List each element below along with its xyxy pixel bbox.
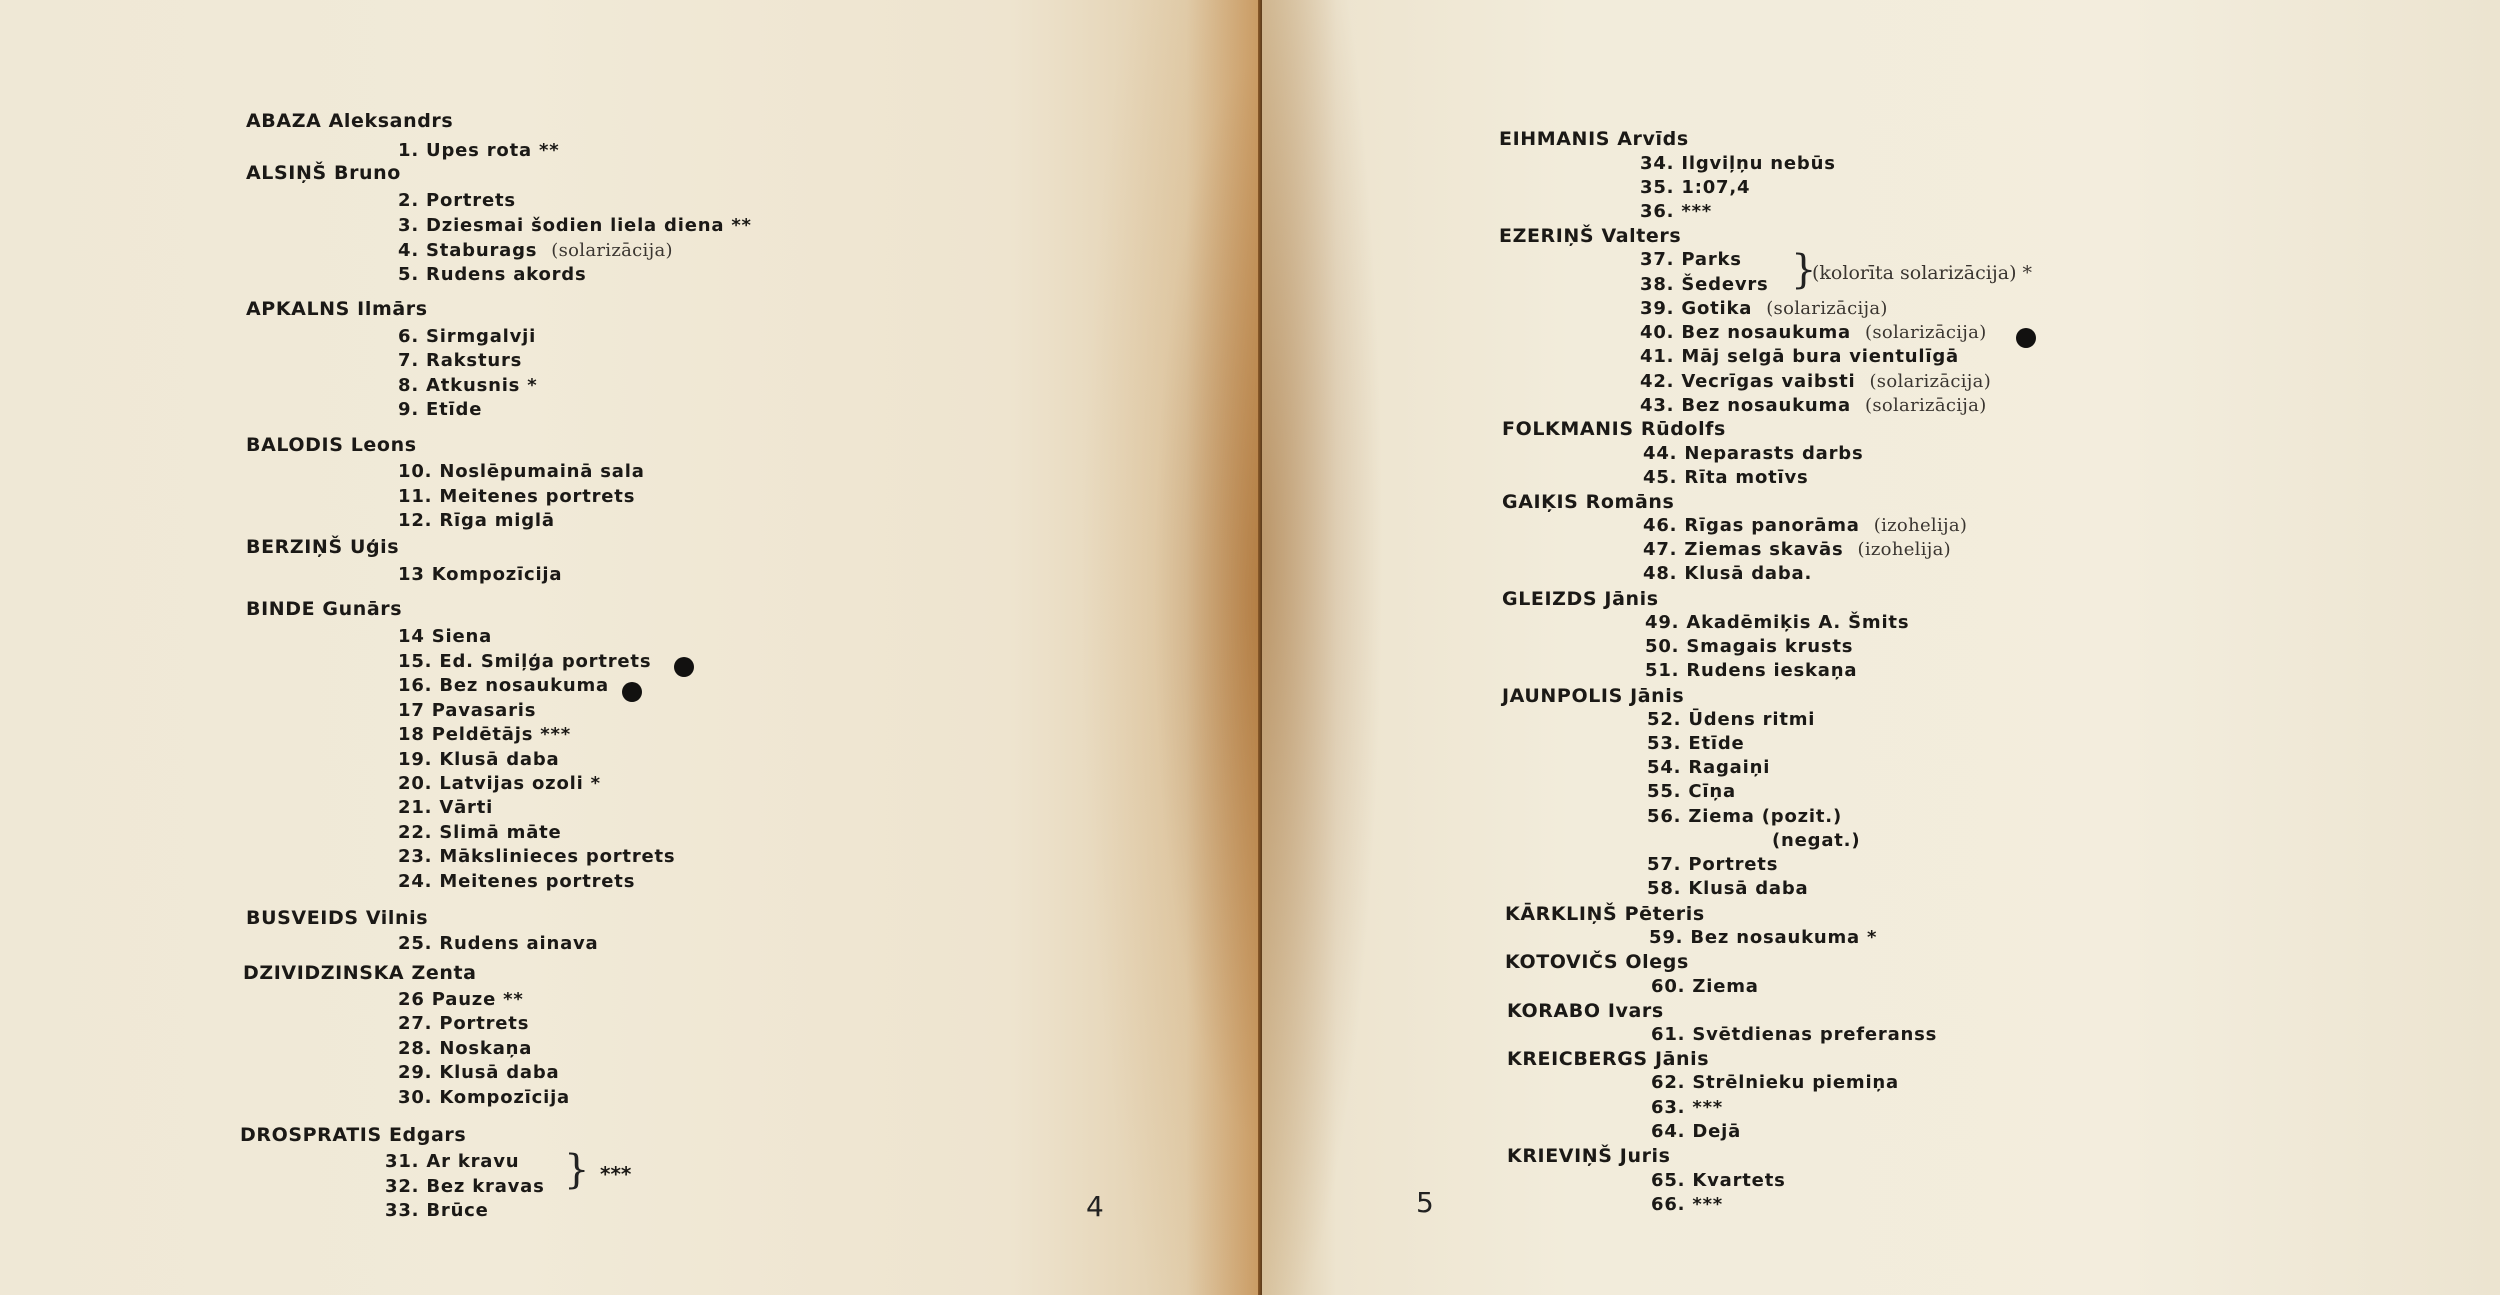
work-item: 32. Bez kravas — [385, 1176, 545, 1197]
work-item: 55. Cīņa — [1647, 781, 1736, 802]
marker-dot — [2016, 328, 2036, 348]
work-item: 11. Meitenes portrets — [398, 486, 636, 507]
work-item: 21. Vārti — [398, 797, 494, 818]
artist-heading: KĀRKLIŅŠ Pēteris — [1505, 903, 1705, 925]
work-item: 23. Mākslinieces portrets — [398, 846, 676, 867]
work-item: 47. Ziemas skavās (izohelija) — [1643, 539, 1952, 560]
work-item: 24. Meitenes portrets — [398, 871, 636, 892]
work-item: 38. Šedevrs — [1640, 274, 1769, 295]
artist-heading: GAIĶIS Romāns — [1502, 491, 1675, 513]
work-item: 48. Klusā daba. — [1643, 563, 1813, 584]
artist-heading: EIHMANIS Arvīds — [1499, 128, 1689, 150]
work-item: 19. Klusā daba — [398, 749, 560, 770]
work-item: 46. Rīgas panorāma (izohelija) — [1643, 515, 1968, 536]
work-item: 50. Smagais krusts — [1645, 636, 1854, 657]
work-item: 16. Bez nosaukuma — [398, 675, 609, 696]
work-item: 62. Strēlnieku piemiņa — [1651, 1072, 1899, 1093]
work-item: 15. Ed. Smiļģa portrets — [398, 651, 652, 672]
work-item: 26 Pauze ** — [398, 989, 524, 1010]
work-item: 39. Gotika (solarizācija) — [1640, 298, 1888, 319]
artist-heading: KORABO Ivars — [1507, 1000, 1664, 1022]
work-item: 28. Noskaņa — [398, 1038, 533, 1059]
work-item: 53. Etīde — [1647, 733, 1745, 754]
work-item: 65. Kvartets — [1651, 1170, 1786, 1191]
brace-symbol: } — [1791, 247, 1817, 293]
artist-heading: APKALNS Ilmārs — [246, 298, 428, 320]
work-item: 35. 1:07,4 — [1640, 177, 1751, 198]
artist-heading: BINDE Gunārs — [246, 598, 403, 620]
work-item: 13 Kompozīcija — [398, 564, 563, 585]
work-item: 44. Neparasts darbs — [1643, 443, 1864, 464]
work-item: 34. Ilgviļņu nebūs — [1640, 153, 1836, 174]
work-item: 29. Klusā daba — [398, 1062, 560, 1083]
artist-heading: DZIVIDZINSKA Zenta — [243, 962, 477, 984]
page-number: 5 — [1416, 1186, 1434, 1219]
marker-dot — [674, 657, 694, 677]
work-item: 42. Vecrīgas vaibsti (solarizācija) — [1640, 371, 1992, 392]
work-item: 57. Portrets — [1647, 854, 1779, 875]
artist-heading: FOLKMANIS Rūdolfs — [1502, 418, 1726, 440]
work-item: 10. Noslēpumainā sala — [398, 461, 645, 482]
work-item: 52. Ūdens ritmi — [1647, 709, 1816, 730]
artist-heading: BALODIS Leons — [246, 434, 417, 456]
artist-heading: EZERIŅŠ Valters — [1499, 225, 1682, 247]
work-item: 9. Etīde — [398, 399, 483, 420]
work-item: 56. Ziema (pozit.) — [1647, 806, 1842, 827]
work-item: 36. *** — [1640, 201, 1713, 222]
work-item: 66. *** — [1651, 1194, 1724, 1215]
artist-heading: ALSIŅŠ Bruno — [246, 162, 401, 184]
artist-heading: JAUNPOLIS Jānis — [1502, 685, 1685, 707]
marker-dot — [622, 682, 642, 702]
work-item: 20. Latvijas ozoli * — [398, 773, 601, 794]
artist-heading: GLEIZDS Jānis — [1502, 588, 1659, 610]
work-item: 4. Staburags (solarizācija) — [398, 240, 673, 261]
group-note: *** — [600, 1162, 632, 1186]
artist-heading: BUSVEIDS Vilnis — [246, 907, 429, 929]
work-item: 51. Rudens ieskaņa — [1645, 660, 1858, 681]
work-item: 7. Raksturs — [398, 350, 523, 371]
work-item: 3. Dziesmai šodien liela diena ** — [398, 215, 752, 236]
work-item: 54. Ragaiņi — [1647, 757, 1771, 778]
work-item: 43. Bez nosaukuma (solarizācija) — [1640, 395, 1987, 416]
work-item: 1. Upes rota ** — [398, 140, 560, 161]
work-item: 17 Pavasaris — [398, 700, 537, 721]
work-item: 27. Portrets — [398, 1013, 530, 1034]
page-number: 4 — [1086, 1190, 1104, 1223]
work-item: 18 Peldētājs *** — [398, 724, 571, 745]
work-item: 40. Bez nosaukuma (solarizācija) — [1640, 322, 1987, 343]
work-item: 61. Svētdienas preferanss — [1651, 1024, 1938, 1045]
work-item: 41. Māj selgā bura vientulīgā — [1640, 346, 1959, 367]
artist-heading: ABAZA Aleksandrs — [246, 110, 454, 132]
group-note: (kolorīta solarizācija) * — [1812, 262, 2033, 284]
work-item: 25. Rudens ainava — [398, 933, 599, 954]
artist-heading: KOTOVIČS Olegs — [1505, 951, 1689, 973]
work-item: 30. Kompozīcija — [398, 1087, 570, 1108]
work-item: 37. Parks — [1640, 249, 1742, 270]
work-item: 60. Ziema — [1651, 976, 1759, 997]
work-item: 58. Klusā daba — [1647, 878, 1809, 899]
work-item: 6. Sirmgalvji — [398, 326, 537, 347]
work-item: 49. Akadēmiķis A. Šmits — [1645, 612, 1910, 633]
work-item: 33. Brūce — [385, 1200, 489, 1221]
work-item: 63. *** — [1651, 1097, 1724, 1118]
brace-symbol: } — [564, 1147, 590, 1193]
work-item: 12. Rīga miglā — [398, 510, 555, 531]
artist-heading: KRIEVIŅŠ Juris — [1507, 1145, 1671, 1167]
artist-heading: KREICBERGS Jānis — [1507, 1048, 1710, 1070]
work-item: 59. Bez nosaukuma * — [1649, 927, 1878, 948]
work-item: 5. Rudens akords — [398, 264, 587, 285]
work-item: (negat.) — [1772, 830, 1861, 851]
work-item: 64. Dejā — [1651, 1121, 1742, 1142]
work-item: 31. Ar kravu — [385, 1151, 520, 1172]
artist-heading: DROSPRATIS Edgars — [240, 1124, 467, 1146]
work-item: 8. Atkusnis * — [398, 375, 538, 396]
right-page — [1262, 0, 2500, 1295]
work-item: 22. Slimā māte — [398, 822, 562, 843]
artist-heading: BERZIŅŠ Uģis — [246, 536, 400, 558]
work-item: 2. Portrets — [398, 190, 516, 211]
work-item: 14 Siena — [398, 626, 493, 647]
work-item: 45. Rīta motīvs — [1643, 467, 1809, 488]
